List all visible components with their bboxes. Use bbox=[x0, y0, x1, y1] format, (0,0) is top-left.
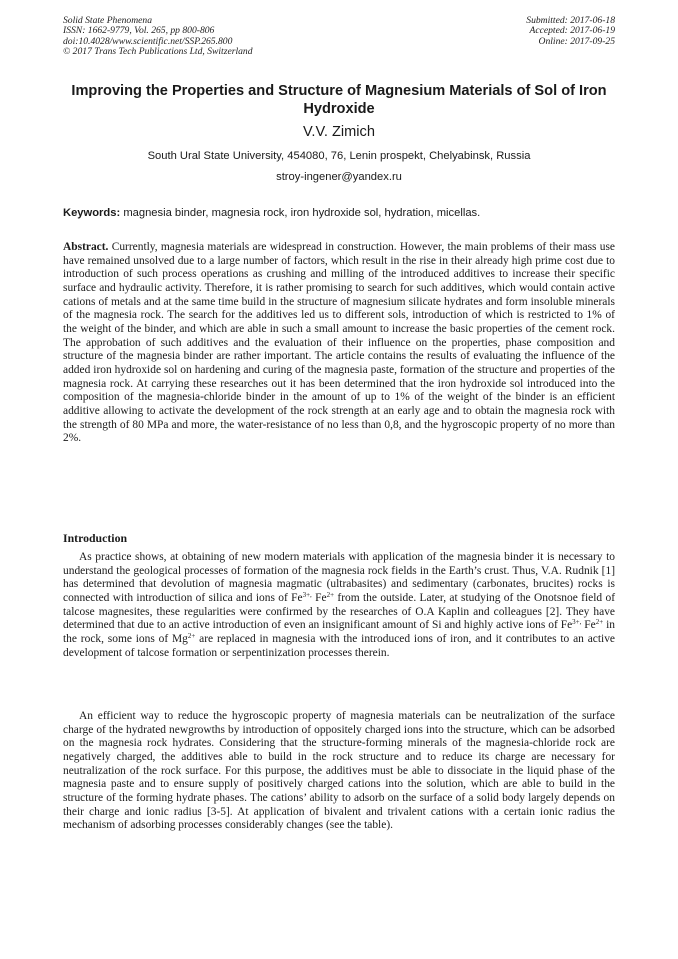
introduction-paragraph-2: An efficient way to reduce the hygroscopic property of magnesia materials can be neutralization of the surface charge of the hydrated newgrowths by introduction of oppositely charged ions into the structure, which can be adsorbed on the magnesia rock hydrates. Considering that the structure-forming minerals of the magnesia-chloride rock are negatively charged, the additives able to build in the rock structure and to reduce its charge are necessary for neutralization of the rock surface. For this purpose, the additives must be able to dissociate in the liquid phase of the magnesia paste and to ensure supply of positively charged cations into the solution, which are able to build in the structure of the forming hydrate phases. The cations’ ability to adsorb on the surface of a solid body largely depends on their charge and ionic radius [3-5]. At application of bivalent and trivalent cations with a certain ionic radius the mechanism of adsorbing processes considerably changes (see the table). bbox=[63, 710, 615, 832]
p1-text-a: As practice shows, at obtaining of new modern materials with application of the magnesia binder it is necessary to understand the geological processes of formation of the magnesia rock fields in the Earth’s crust. Thus, V.A. Rudnik [1] has determined that devolution of magnesia magmatic (ultrabasites) and sedimentary (carbonates, brucites) rocks is connected with introduction of silica and ions of Fe bbox=[63, 551, 615, 604]
keywords-label: Keywords: bbox=[63, 207, 121, 219]
mg2-superscript: 2+ bbox=[187, 631, 196, 640]
keywords-text: magnesia binder, magnesia rock, iron hydroxide sol, hydration, micellas. bbox=[123, 207, 481, 219]
abstract-label: Abstract. bbox=[63, 241, 109, 253]
fe3-superscript: 3+, bbox=[572, 618, 582, 627]
fe3-superscript: 3+, bbox=[302, 590, 312, 599]
publication-dates bbox=[526, 16, 615, 47]
affiliation: South Ural State University, 454080, 76, Lenin prospekt, Chelyabinsk, Russia bbox=[147, 150, 531, 162]
author-name: V.V. Zimich bbox=[303, 124, 375, 140]
abstract-text: Currently, magnesia materials are widespread in construction. However, the main problems of their mass use have remained unsolved due to a large number of factors, which result in the rise in their already high prime cost due to introduction of such process operations as crushing and milling of the introduced additives to increase their specific surface and hydraulic activity. Therefore, it is rather promising to search for such additives, which would contain active cations of metals and at the same time build in the structure of magnesium silicate hydrates and form insoluble minerals of the magnesia rock. The search for the additives led us to different sols, introduction of which is restricted to 1% of the weight of the binder, and which are able in such a small amount to increase the basic properties of the cement rock. The approbation of such additives and the evaluation of their influence on the properties, phase composition and structure of the magnesia binder are rather important. The article contains the results of evaluating the influence of the added iron hydroxide sol on hardening and curing of the magnesia paste, formation of the structure and properties of the magnesia rock. At carrying these researches out it has been determined that the iron hydroxide sol introduced into the composition of the magnesia-chloride binder in the amount of up to 1% of the weight of the binder is an efficient additive allowing to activate the development of the rock strength at an early age and to obtain the magnesia rock with the strength of 80 MPa and more, the water-resistance of no less than 0,8, and the hygroscopic property of no more than 2%. bbox=[63, 241, 615, 445]
p1-text-c: from the outside. Later, at studying of the Onotsnoe field of talcose magnesites, these regularities were confirmed by the researches of O.A Kaplin and colleagues [2]. They have determined that due to an active introduction of even an insignificant amount of Si and highly active ions of Fe bbox=[63, 591, 616, 632]
p1-text-f: are replaced in magnesia with the introduced ions of iron, and it contributes to an active development of talcose formation or serpentinization processes therein. bbox=[63, 632, 616, 659]
fe2-superscript: 2+ bbox=[326, 590, 335, 599]
issn: ISSN: 1662-9779, Vol. 265, pp 800-806 bbox=[63, 25, 215, 37]
online-date: Online: 2017-09-25 bbox=[538, 35, 615, 47]
submitted-date: Submitted: 2017-06-18 bbox=[526, 15, 615, 26]
paper-title: Improving the Properties and Structure of Magnesium Materials of Sol of Iron Hydroxide bbox=[71, 83, 607, 117]
keywords bbox=[63, 207, 615, 219]
accepted-date: Accepted: 2017-06-19 bbox=[529, 25, 615, 37]
p1-text-d: Fe bbox=[581, 619, 596, 632]
copyright: © 2017 Trans Tech Publications Ltd, Switzerland bbox=[63, 46, 253, 58]
fe2-superscript: 2+ bbox=[595, 618, 604, 627]
p1-text-e: in the rock, some ions of Mg bbox=[63, 619, 616, 645]
p1-text-b: Fe bbox=[311, 591, 327, 604]
section-heading-introduction: Introduction bbox=[63, 531, 128, 545]
abstract bbox=[63, 241, 615, 446]
author-email[interactable]: stroy-ingener@yandex.ru bbox=[276, 171, 402, 183]
journal-name: Solid State Phenomena bbox=[63, 15, 152, 26]
journal-info bbox=[63, 16, 253, 58]
doi-link[interactable]: doi:10.4028/www.scientific.net/SSP.265.800 bbox=[63, 35, 233, 47]
introduction-paragraph-1 bbox=[63, 551, 615, 660]
